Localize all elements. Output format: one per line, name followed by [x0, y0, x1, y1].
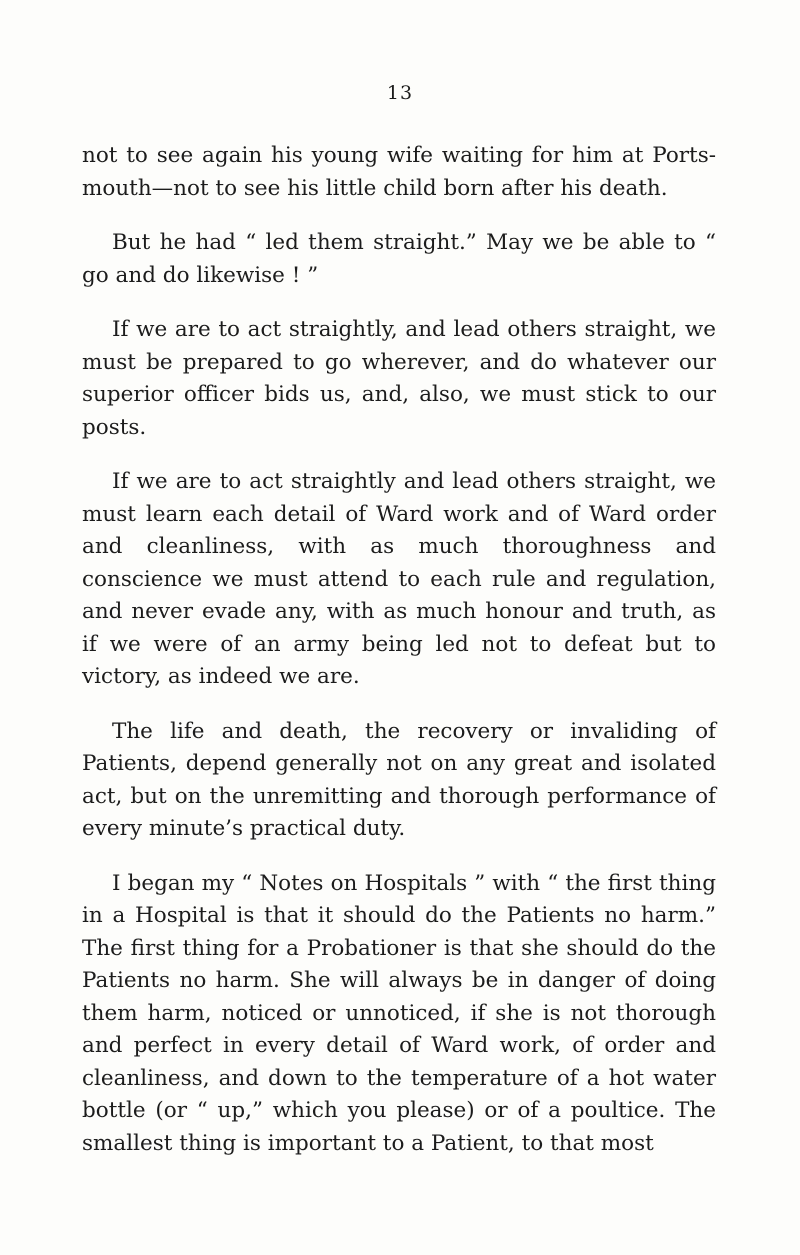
- paragraph: The life and death, the recovery or invaliding of Patients, depend generally not on any great and isolated act, but on the unremitting and thorough performance of every minute’s practical duty.: [82, 718, 716, 841]
- paragraph: If we are to act straightly and lead others straight, we must learn each detail of Ward work and of Ward order and cleanliness, with as much thoroughness and conscience we must attend to each rule and regulation, and never evade any, with as much honour and truth, as if we were of an army being led not to defeat but to victory, as indeed we are.: [82, 469, 716, 689]
- paragraph: But he had “ led them straight.” May we be able to “ go and do likewise ! ”: [82, 230, 716, 288]
- paragraph: If we are to act straightly, and lead others straight, we must be prepared to go wherever, and do whatever our superior officer bids us, and, also, we must stick to our posts.: [82, 317, 716, 440]
- page-number: 13: [386, 82, 414, 104]
- paragraph: not to see again his young wife waiting for him at Portsmouth—not to see his little child born after his death.: [82, 143, 716, 201]
- body-text: [82, 140, 716, 1182]
- paragraph: I began my “ Notes on Hospitals ” with “ the first thing in a Hospital is that it should do the Patients no harm.” The first thing for a Probationer is that she should do the Patients no harm. She will always be in danger of doing them harm, noticed or unnoticed, if she is not thorough and perfect in every detail of Ward work, of order and cleanliness, and down to the temperature of a hot water bottle (or “ up,” which you please) or of a poultice. The smallest thing is important to a Patient, to that most: [82, 870, 716, 1156]
